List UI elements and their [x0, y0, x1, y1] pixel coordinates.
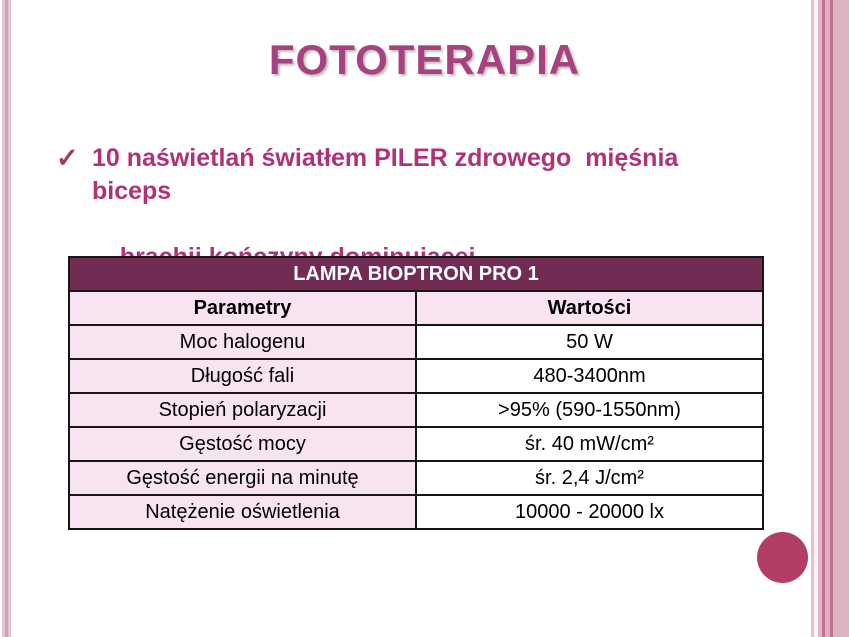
left-decorative-stripe [0, 0, 12, 637]
column-header-wartosci: Wartości [416, 291, 763, 325]
param-cell: Długość fali [69, 359, 416, 393]
table-title: LAMPA BIOPTRON PRO 1 [69, 257, 763, 291]
decorative-circle [757, 532, 808, 583]
bullet-text-line1: 10 naświetlań światłem PILER zdrowego mięśnia biceps [92, 144, 686, 205]
param-cell: Stopień polaryzacji [69, 393, 416, 427]
value-cell: >95% (590-1550nm) [416, 393, 763, 427]
param-cell: Natężenie oświetlenia [69, 495, 416, 529]
param-cell: Moc halogenu [69, 325, 416, 359]
table-header-row [69, 291, 763, 325]
table-row [69, 393, 763, 427]
value-cell: śr. 40 mW/cm² [416, 427, 763, 461]
bullet-text [92, 142, 756, 274]
checkmark-icon: ✓ [56, 143, 79, 173]
table-title-row [69, 257, 763, 291]
parameters-table [68, 256, 764, 530]
value-cell: 10000 - 20000 lx [416, 495, 763, 529]
table-row [69, 427, 763, 461]
page-title: FOTOTERAPIA [268, 36, 581, 83]
param-cell: Gęstość mocy [69, 427, 416, 461]
column-header-parametry: Parametry [69, 291, 416, 325]
table-row [69, 359, 763, 393]
bullet-item [56, 142, 756, 274]
value-cell: 480-3400nm [416, 359, 763, 393]
value-cell: śr. 2,4 J/cm² [416, 461, 763, 495]
table-row [69, 461, 763, 495]
value-cell: 50 W [416, 325, 763, 359]
table-row [69, 325, 763, 359]
table-row [69, 495, 763, 529]
param-cell: Gęstość energii na minutę [69, 461, 416, 495]
right-decorative-stripe [809, 0, 849, 637]
